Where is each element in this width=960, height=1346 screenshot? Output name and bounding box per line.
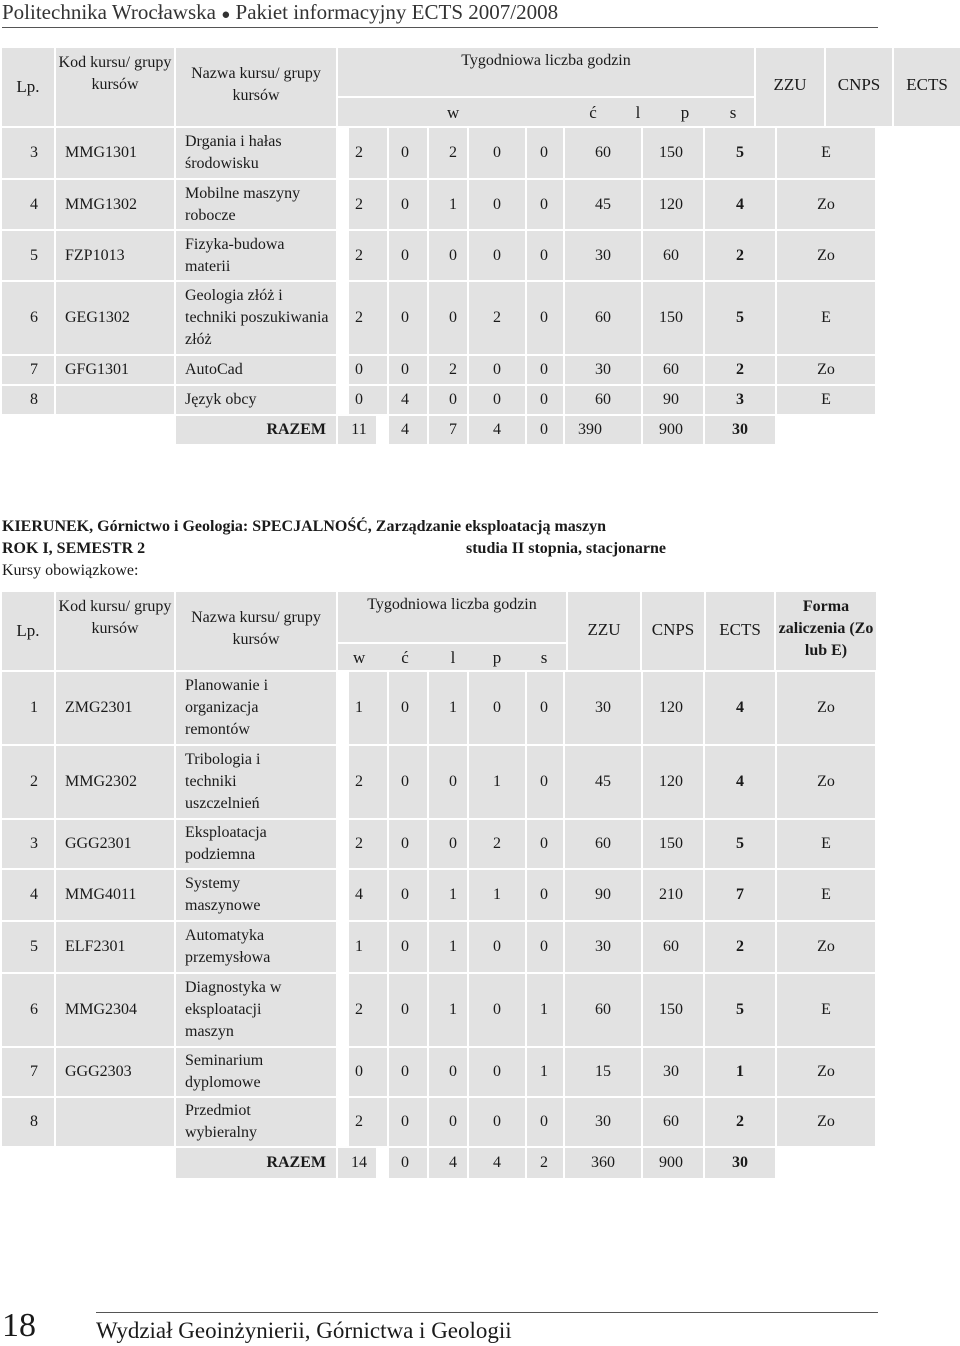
- row-c: 0: [401, 144, 409, 161]
- row2-ects: 5: [736, 835, 744, 852]
- razem2-p: 4: [493, 1154, 501, 1171]
- row-nazwa: Geologia złóż i techniki poszukiwania złóż: [185, 287, 329, 348]
- header-ects: ECTS: [906, 75, 948, 94]
- row-nazwa: Język obcy: [185, 391, 257, 408]
- row-l: 0: [449, 391, 457, 408]
- row2-kod-cell: [56, 1098, 174, 1146]
- row-p: 0: [493, 391, 501, 408]
- row2-s: 0: [540, 773, 548, 790]
- row2-ects: 7: [736, 886, 744, 903]
- row2-ects: 4: [736, 773, 744, 790]
- row2-nazwa: Diagnostyka w eksploatacji maszyn: [185, 979, 282, 1040]
- row2-kod: ZMG2301: [65, 699, 133, 716]
- row-nazwa: AutoCad: [185, 361, 243, 378]
- razem2-s: 2: [540, 1154, 548, 1171]
- row2-p: 0: [493, 938, 501, 955]
- row-lp: 8: [30, 391, 38, 408]
- row-l: 2: [449, 361, 457, 378]
- section-kursy: Kursy obowiązkowe:: [2, 562, 139, 579]
- razem-zzu: 390: [578, 421, 602, 438]
- header2-forma: Forma zaliczenia (Zo lub E): [778, 598, 874, 659]
- razem2-ects: 30: [732, 1154, 748, 1171]
- row2-cnps: 150: [659, 835, 683, 852]
- row-nazwa: Mobilne maszyny robocze: [185, 184, 301, 224]
- header-w: w: [447, 103, 460, 122]
- row-ects: 2: [736, 361, 744, 378]
- row2-zzu: 60: [595, 1001, 611, 1018]
- row2-lp-cell: [2, 672, 54, 744]
- header-cnps: CNPS: [837, 75, 881, 94]
- row2-zzu: 90: [595, 886, 611, 903]
- row-p: 2: [493, 309, 501, 326]
- razem-cnps: 900: [659, 421, 683, 438]
- row-w: 2: [355, 309, 363, 326]
- row-kod: FZP1013: [65, 246, 125, 264]
- row2-cnps: 120: [659, 773, 683, 790]
- razem-w: 11: [351, 421, 367, 438]
- row2-s: 1: [540, 1001, 548, 1018]
- row-ects: 5: [736, 144, 744, 161]
- row2-p: 0: [493, 1001, 501, 1018]
- row-l: 0: [449, 309, 457, 326]
- row2-zzu: 60: [595, 835, 611, 852]
- row2-p: 2: [493, 835, 501, 852]
- row2-lp-cell: [2, 974, 54, 1046]
- row2-ects: 5: [736, 1001, 744, 1018]
- row2-lp: 7: [30, 1063, 38, 1080]
- row2-w: 2: [355, 835, 363, 852]
- row2-nazwa: Seminarium dyplomowe: [185, 1052, 264, 1091]
- header-l: l: [635, 103, 641, 122]
- row2-p: 1: [493, 773, 501, 790]
- row-c: 0: [401, 361, 409, 378]
- row2-nazwa: Systemy maszynowe: [185, 875, 261, 914]
- header2-kod: Kod kursu/ grupy kursów: [58, 598, 172, 637]
- row2-l: 0: [449, 835, 457, 852]
- row-forma: Zo: [817, 246, 835, 264]
- row2-forma: Zo: [817, 773, 835, 790]
- row-s: 0: [540, 309, 548, 326]
- row-zzu: 60: [595, 144, 611, 161]
- row-cnps: 150: [659, 309, 683, 326]
- row2-w: 2: [355, 1113, 363, 1130]
- header2-tyg: Tygodniowa liczba godzin: [367, 596, 537, 613]
- row-l: 2: [449, 144, 457, 161]
- row2-kod: ELF2301: [65, 938, 126, 955]
- header-zzu: ZZU: [773, 75, 807, 94]
- row2-lp: 1: [30, 699, 38, 716]
- header2-cnps: CNPS: [651, 620, 695, 639]
- row2-lp: 6: [30, 1001, 38, 1018]
- row2-c: 0: [401, 773, 409, 790]
- row2-forma: Zo: [817, 1063, 835, 1080]
- row2-l: 0: [449, 773, 457, 790]
- row-zzu: 60: [595, 391, 611, 408]
- row2-c: 0: [401, 1113, 409, 1130]
- row-cnps: 150: [659, 144, 683, 161]
- razem2-label: RAZEM: [266, 1154, 326, 1171]
- row-kod: GEG1302: [65, 309, 130, 326]
- row2-cnps: 150: [659, 1001, 683, 1018]
- header-tyg: Tygodniowa liczba godzin: [461, 52, 631, 69]
- row2-zzu: 15: [595, 1063, 611, 1080]
- row2-forma: Zo: [817, 938, 835, 955]
- row-lp: 3: [30, 144, 38, 161]
- razem-c: 4: [401, 421, 409, 438]
- header-rule: [2, 27, 878, 28]
- row-p: 0: [493, 195, 501, 213]
- razem-l: 7: [449, 421, 457, 438]
- row2-l: 1: [449, 1001, 457, 1018]
- row-lp: 6: [30, 309, 38, 326]
- row-c: 0: [401, 309, 409, 326]
- row2-ects: 1: [736, 1063, 744, 1080]
- header2-ects: ECTS: [719, 620, 761, 639]
- row2-cnps: 120: [659, 699, 683, 716]
- row-lp: 5: [30, 246, 38, 264]
- row-zzu: 45: [595, 195, 611, 213]
- row2-ects: 2: [736, 1113, 744, 1130]
- row-w: 2: [355, 144, 363, 161]
- row-p: 0: [493, 246, 501, 264]
- row-s: 0: [540, 246, 548, 264]
- header-p: p: [680, 103, 690, 122]
- header-c: ć: [589, 103, 597, 122]
- row-p: 0: [493, 144, 501, 161]
- row-c: 0: [401, 246, 409, 264]
- header2-nazwa: Nazwa kursu/ grupy kursów: [191, 609, 321, 648]
- row2-ects: 4: [736, 699, 744, 716]
- row2-lp-cell: [2, 820, 54, 868]
- section-kierunek: KIERUNEK, Górnictwo i Geologia: SPECJALNOŚĆ, Zarządzanie eksploatacją maszyn: [2, 518, 606, 535]
- row2-kod: MMG2302: [65, 773, 138, 790]
- row-s: 0: [540, 144, 548, 161]
- row2-c: 0: [401, 938, 409, 955]
- row2-forma: E: [821, 886, 831, 903]
- row2-c: 0: [401, 835, 409, 852]
- row2-nazwa: Planowanie i organizacja remontów: [185, 677, 269, 738]
- razem-s: 0: [540, 421, 548, 438]
- razem2-c: 0: [401, 1154, 409, 1171]
- row2-nazwa: Tribologia i techniki uszczelnień: [185, 751, 261, 812]
- row2-kod: MMG4011: [65, 886, 137, 903]
- header2-zzu: ZZU: [587, 620, 621, 639]
- row2-lp-cell: [2, 870, 54, 920]
- row2-lp: 5: [30, 938, 38, 955]
- row-cnps: 60: [663, 246, 679, 264]
- row2-cnps: 210: [659, 886, 683, 903]
- row2-kod: GGG2303: [65, 1063, 132, 1080]
- header2-lp: Lp.: [16, 621, 40, 640]
- footer-faculty: Wydział Geoinżynierii, Górnictwa i Geologii: [96, 1318, 512, 1343]
- row2-w: 1: [355, 938, 363, 955]
- razem-label: RAZEM: [266, 421, 326, 438]
- row2-forma: E: [821, 835, 831, 852]
- row2-p: 1: [493, 886, 501, 903]
- row-forma: E: [821, 144, 831, 161]
- row2-lp: 8: [30, 1113, 38, 1130]
- row-ects: 4: [736, 195, 744, 213]
- row2-w: 2: [355, 1001, 363, 1018]
- row2-w: 1: [355, 699, 363, 716]
- row2-cnps: 60: [663, 938, 679, 955]
- header2-c: ć: [401, 648, 409, 667]
- row2-s: 0: [540, 699, 548, 716]
- row2-p: 0: [493, 1063, 501, 1080]
- row2-s: 0: [540, 886, 548, 903]
- header-bullet: ●: [221, 7, 231, 23]
- row-s: 0: [540, 391, 548, 408]
- header2-l: l: [450, 648, 456, 667]
- row2-zzu: 30: [595, 1113, 611, 1130]
- row-w: 2: [355, 246, 363, 264]
- row2-kod: GGG2301: [65, 835, 132, 852]
- row2-s: 0: [540, 835, 548, 852]
- row2-l: 0: [449, 1113, 457, 1130]
- row2-c: 0: [401, 699, 409, 716]
- row-forma: Zo: [817, 361, 835, 378]
- row2-lp: 2: [30, 773, 38, 790]
- row-w: 0: [355, 361, 363, 378]
- row-s: 0: [540, 361, 548, 378]
- row2-lp-cell: [2, 1048, 54, 1096]
- header-kod: Kod kursu/ grupy kursów: [58, 54, 172, 93]
- row-l: 0: [449, 246, 457, 264]
- header2-p: p: [492, 648, 502, 667]
- row2-s: 0: [540, 1113, 548, 1130]
- razem2-cnps: 900: [659, 1154, 683, 1171]
- header-s: s: [729, 103, 737, 122]
- row2-forma: Zo: [817, 1113, 835, 1130]
- row2-p: 0: [493, 1113, 501, 1130]
- row-zzu: 60: [595, 309, 611, 326]
- row-kod: MMG1302: [65, 195, 138, 213]
- row2-w: 4: [355, 886, 363, 903]
- footer-rule: [96, 1312, 878, 1313]
- row2-lp: 3: [30, 835, 38, 852]
- page-number: 18: [2, 1307, 36, 1344]
- row-lp: 4: [30, 195, 38, 213]
- row2-l: 1: [449, 886, 457, 903]
- row2-ects: 2: [736, 938, 744, 955]
- header2-s: s: [540, 648, 548, 667]
- row2-lp-cell: [2, 922, 54, 972]
- razem-ects: 30: [732, 421, 748, 438]
- row2-l: 0: [449, 1063, 457, 1080]
- razem-p: 4: [493, 421, 501, 438]
- row2-forma: Zo: [817, 699, 835, 716]
- razem2-zzu: 360: [591, 1154, 615, 1171]
- header-title: Pakiet informacyjny ECTS 2007/2008: [235, 0, 559, 24]
- row-c: 4: [401, 391, 409, 408]
- row-c: 0: [401, 195, 409, 213]
- row2-cnps: 60: [663, 1113, 679, 1130]
- row-nazwa: Drgania i hałas środowisku: [185, 133, 282, 172]
- row-w: 0: [355, 391, 363, 408]
- row2-s: 0: [540, 938, 548, 955]
- row-w: 2: [355, 195, 363, 213]
- row-s: 0: [540, 195, 548, 213]
- row2-lp: 4: [30, 886, 38, 903]
- row-zzu: 30: [595, 361, 611, 378]
- row2-s: 1: [540, 1063, 548, 1080]
- section-rok: ROK I, SEMESTR 2: [2, 540, 146, 557]
- row2-kod: MMG2304: [65, 1001, 138, 1018]
- row-cnps: 120: [659, 195, 683, 213]
- header-lp: Lp.: [16, 77, 40, 96]
- row-cnps: 90: [663, 391, 679, 408]
- row2-l: 1: [449, 938, 457, 955]
- row2-c: 0: [401, 1063, 409, 1080]
- row-ects: 3: [736, 391, 744, 408]
- row-nazwa: Fizyka-budowa materii: [185, 235, 285, 275]
- header2-w: w: [353, 648, 366, 667]
- header-nazwa: Nazwa kursu/ grupy kursów: [191, 65, 321, 104]
- row2-lp-cell: [2, 746, 54, 818]
- row2-nazwa: Eksploatacja podziemna: [185, 824, 267, 863]
- row-kod: GFG1301: [65, 361, 130, 378]
- row2-l: 1: [449, 699, 457, 716]
- row-ects: 2: [736, 246, 744, 264]
- row2-lp-cell: [2, 1098, 54, 1146]
- row-ects: 5: [736, 309, 744, 326]
- razem2-w: 14: [351, 1154, 367, 1171]
- row2-c: 0: [401, 1001, 409, 1018]
- row2-forma: E: [821, 1001, 831, 1018]
- row-zzu: 30: [595, 246, 611, 264]
- row2-w: 0: [355, 1063, 363, 1080]
- row-p: 0: [493, 361, 501, 378]
- row2-zzu: 45: [595, 773, 611, 790]
- section-studia: studia II stopnia, stacjonarne: [466, 540, 667, 557]
- row-forma: E: [821, 391, 831, 408]
- row2-cnps: 30: [663, 1063, 679, 1080]
- header-university: Politechnika Wrocławska: [2, 0, 216, 24]
- row-l: 1: [449, 195, 457, 213]
- row-forma: E: [821, 309, 831, 326]
- row-cnps: 60: [663, 361, 679, 378]
- razem2-l: 4: [449, 1154, 457, 1171]
- row2-zzu: 30: [595, 938, 611, 955]
- row-lp: 7: [30, 361, 38, 378]
- page-header: [2, 0, 558, 25]
- row2-c: 0: [401, 886, 409, 903]
- row2-p: 0: [493, 699, 501, 716]
- row2-zzu: 30: [595, 699, 611, 716]
- row-forma: Zo: [817, 195, 835, 213]
- row-kod: MMG1301: [65, 144, 138, 161]
- row2-nazwa: Automatyka przemysłowa: [185, 927, 271, 966]
- row2-nazwa: Przedmiot wybieralny: [185, 1102, 257, 1141]
- header-wclps-cell: [338, 98, 754, 126]
- row2-w: 2: [355, 773, 363, 790]
